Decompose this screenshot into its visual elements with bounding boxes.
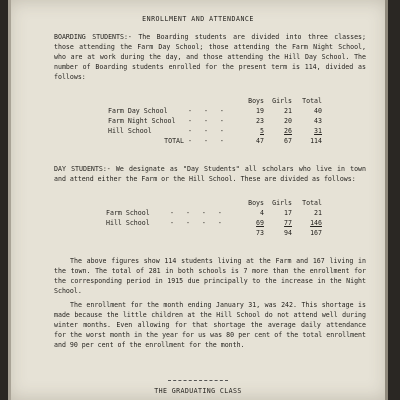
cell-girls: 21 [284, 107, 292, 115]
cell-girls: 94 [284, 229, 292, 237]
boarding-students-paragraph: BOARDING STUDENTS:- The Boarding students are divided into three classes; those attending the Farm Day School; those attending the Farm Night School, who are at work during the day, and those attending the Hill Day School. The number of Boarding students enrolled for the present term is 114, divided as follows: [54, 33, 366, 81]
enrollment-paragraph: The enrollment for the month ending January 31, was 242. This shortage is made because the little children at the Hill School do not attend well during winter months. Even allowing for that shortage the average daily attendance for the worst month in the year for us was 80 per cent of the total enrollment and 90 per cent of the enrollment for the month. [54, 301, 366, 349]
cell-boys: 5 [260, 127, 264, 135]
cell-boys: 4 [260, 209, 264, 217]
row-label: Farm Night School [108, 117, 176, 125]
table-row [108, 126, 322, 136]
row-dashes: - - - - [170, 219, 226, 227]
row-label: Farm School [106, 209, 150, 217]
table-row [106, 218, 322, 228]
section-heading-graduating-class: THE GRADUATING CLASS [154, 387, 242, 395]
cell-boys: 47 [256, 137, 264, 145]
row-dashes: - - - - [170, 209, 226, 217]
cell-total: 43 [314, 117, 322, 125]
day-students-table [106, 198, 322, 238]
day-students-paragraph: DAY STUDENTS:- We designate as "Day Students" all scholars who live in town and attend either the Farm or the Hill School. These are divided as follows: [54, 165, 366, 183]
section-divider [168, 380, 228, 381]
cell-boys: 19 [256, 107, 264, 115]
page-title: ENROLLMENT AND ATTENDANCE [142, 15, 254, 23]
table-row [108, 106, 322, 116]
column-header-total: Total [302, 199, 322, 207]
page-edge-left [8, 0, 11, 400]
column-header-girls: Girls [272, 199, 292, 207]
row-label: Farm Day School [108, 107, 168, 115]
row-dashes: - - - [188, 117, 228, 125]
table-header-row [108, 96, 322, 106]
cell-total: 40 [314, 107, 322, 115]
cell-boys: 73 [256, 229, 264, 237]
cell-total: 146 [310, 219, 322, 227]
document-page [8, 0, 388, 400]
cell-girls: 20 [284, 117, 292, 125]
column-header-boys: Boys [248, 199, 264, 207]
column-header-boys: Boys [248, 97, 264, 105]
row-label: Hill School [108, 127, 152, 135]
cell-girls: 77 [284, 219, 292, 227]
summary-paragraph: The above figures show 114 students living at the Farm and 167 living in the town. The total of 281 in both schools is 7 more than the enrollment for the corresponding period in 1915 due principally to the increase in the Night School. [54, 257, 366, 295]
cell-total: 21 [314, 209, 322, 217]
cell-boys: 69 [256, 219, 264, 227]
cell-total: 167 [310, 229, 322, 237]
boarding-students-table [108, 96, 322, 146]
table-header-row [106, 198, 322, 208]
page-edge-right [385, 0, 388, 400]
row-dashes: - - - [188, 137, 228, 145]
table-row [106, 208, 322, 218]
table-total-row [108, 136, 322, 146]
row-dashes: - - - [188, 107, 228, 115]
row-dashes: - - - [188, 127, 228, 135]
column-header-total: Total [302, 97, 322, 105]
cell-girls: 26 [284, 127, 292, 135]
cell-boys: 23 [256, 117, 264, 125]
column-header-girls: Girls [272, 97, 292, 105]
cell-total: 114 [310, 137, 322, 145]
table-total-row [106, 228, 322, 238]
table-row [108, 116, 322, 126]
total-label: TOTAL [164, 137, 184, 145]
row-label: Hill School [106, 219, 150, 227]
cell-total: 31 [314, 127, 322, 135]
cell-girls: 17 [284, 209, 292, 217]
cell-girls: 67 [284, 137, 292, 145]
